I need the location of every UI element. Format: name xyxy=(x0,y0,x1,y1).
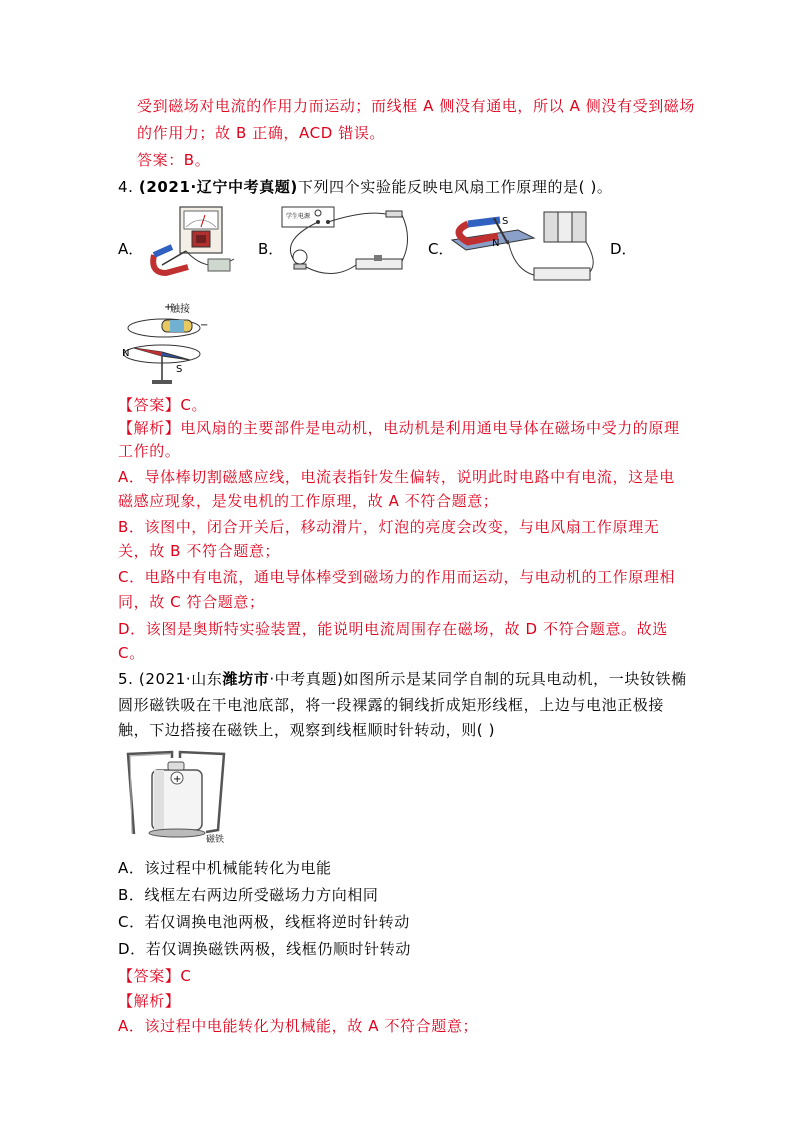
q4-stem: 下列四个实验能反映电风扇工作原理的是( )。 xyxy=(297,178,613,196)
q5-option-d: D．若仅调换磁铁两极，线框仍顺时针转动 xyxy=(118,940,411,958)
needle-n-label: N xyxy=(122,348,130,359)
power-supply-label: 学生电源 xyxy=(286,213,311,220)
q5-answer: 【答案】C xyxy=(118,967,192,985)
q5-option-c: C．若仅调换电池两极，线框将逆时针转动 xyxy=(118,913,410,931)
q4-figure-a xyxy=(148,203,238,281)
q5-stem-line-2: 圆形磁铁吸在干电池底部，将一段裸露的铜线折成矩形线框，上边与电池正极接 xyxy=(118,696,665,714)
q4-figure-d xyxy=(118,296,218,388)
magnet-s-label: S xyxy=(502,216,509,227)
q4-header xyxy=(118,177,613,197)
q4-analysis-line-4: 磁感应现象，是发电机的工作原理，故 A 不符合题意； xyxy=(118,492,499,510)
q5-stem-line-1: 如图所示是某同学自制的玩具电动机，一块钕铁椭 xyxy=(343,670,687,688)
q4-analysis-line-3: A．导体棒切割磁感应线，电流表指针发生偏转，说明此时电路中有电流，这是电 xyxy=(118,468,675,486)
prev-answer: 答案：B。 xyxy=(137,151,211,169)
magnet-label: 磁铁 xyxy=(206,835,225,844)
prev-explanation-line-2: 的作用力；故 B 正确，ACD 错误。 xyxy=(137,124,386,142)
needle-s-label: S xyxy=(176,364,183,375)
q5-header xyxy=(118,669,687,689)
q4-option-c-label: C． xyxy=(428,240,454,258)
battery-plus-label: + xyxy=(173,774,182,785)
q4-answer: 【答案】C。 xyxy=(118,396,208,414)
q4-analysis-line-10: C。 xyxy=(118,644,145,662)
q5-source-city: 潍坊市 xyxy=(222,670,270,688)
q4-analysis-line-6: 关，故 B 不符合题意； xyxy=(118,542,281,560)
q5-source-post: ·中考真题) xyxy=(269,670,344,688)
magnet-n-label: N xyxy=(492,238,500,249)
q5-analysis-title: 【解析】 xyxy=(118,992,181,1010)
q5-analysis-line-1: A．该过程中电能转化为机械能，故 A 不符合题意； xyxy=(118,1017,479,1035)
q5-figure-motor xyxy=(122,748,230,844)
q4-figure-c xyxy=(448,202,598,292)
q4-number: 4. xyxy=(118,178,134,196)
plus-label: + xyxy=(164,302,173,313)
q4-analysis-line-9: D．该图是奥斯特实验装置，能说明电流周围存在磁场，故 D 不符合题意。故选 xyxy=(118,620,668,638)
q5-stem-line-3: 触，下边搭接在磁铁上，观察到线框顺时针转动，则( ) xyxy=(118,721,496,739)
q4-option-a-label: A． xyxy=(118,240,144,258)
q4-option-d-label: D． xyxy=(610,240,637,258)
q4-analysis-line-5: B．该图中，闭合开关后，移动滑片，灯泡的亮度会改变，与电风扇工作原理无 xyxy=(118,518,660,536)
touch-label: 触接 xyxy=(170,304,190,315)
q5-number: 5. xyxy=(118,670,134,688)
q4-analysis-line-2: 工作的。 xyxy=(118,442,181,460)
q5-option-b: B．线框左右两边所受磁场力方向相同 xyxy=(118,886,379,904)
q4-analysis-line-8: 同，故 C 符合题意； xyxy=(118,593,265,611)
minus-label: − xyxy=(200,320,209,331)
prev-explanation-line-1: 受到磁场对电流的作用力而运动；而线框 A 侧没有通电，所以 A 侧没有受到磁场 xyxy=(137,97,695,115)
q4-option-b-label: B． xyxy=(258,240,284,258)
q4-analysis-line-7: C．电路中有电流，通电导体棒受到磁场力的作用而运动，与电动机的工作原理相 xyxy=(118,568,676,586)
q5-option-a: A．该过程中机械能转化为电能 xyxy=(118,859,332,877)
q4-analysis-line-1: 【解析】电风扇的主要部件是电动机，电动机是利用通电导体在磁场中受力的原理 xyxy=(118,419,680,437)
q4-source: (2021·辽宁中考真题) xyxy=(138,178,298,196)
q5-source-pre: (2021·山东 xyxy=(138,670,223,688)
q4-figure-b xyxy=(278,201,418,289)
